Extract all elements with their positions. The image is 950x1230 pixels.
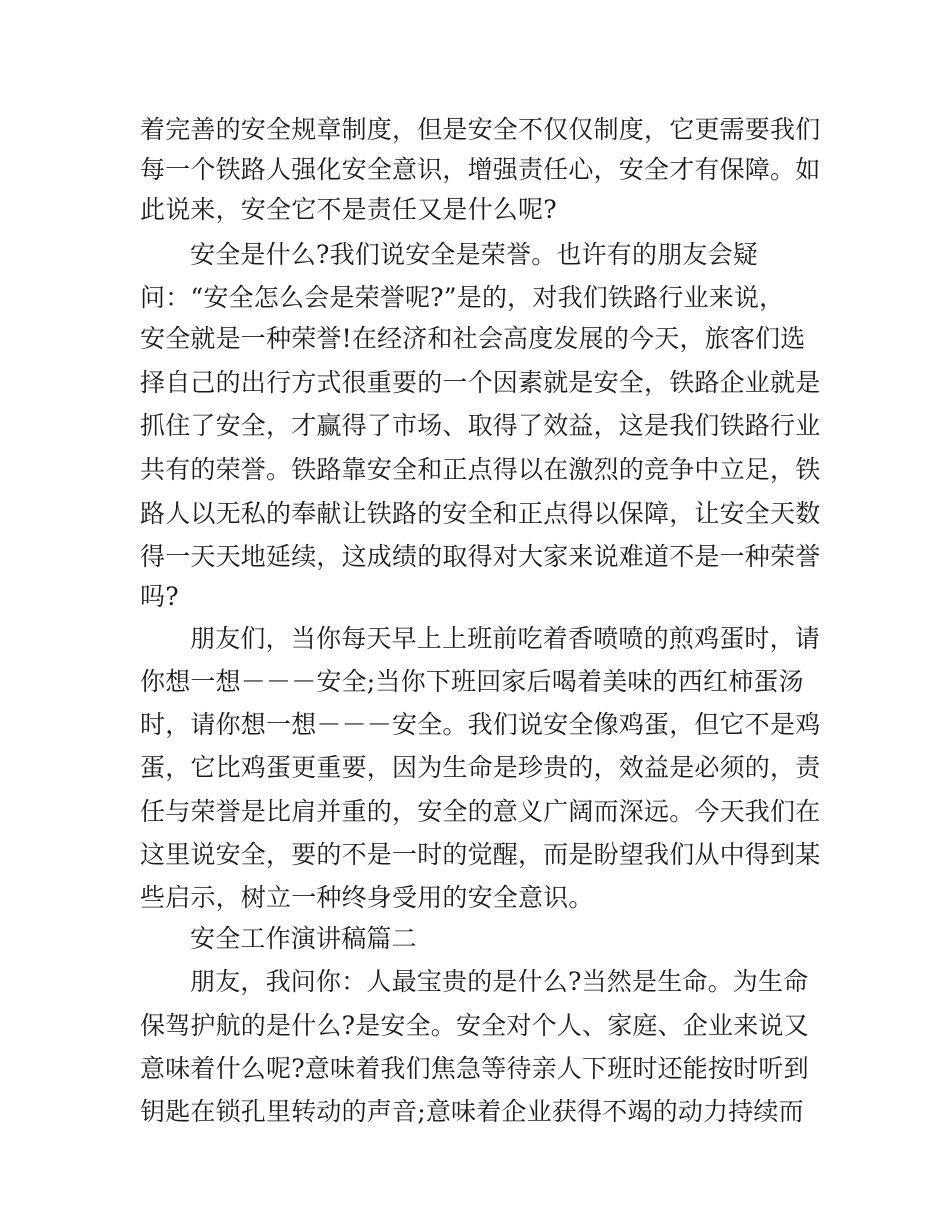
text-line: 共有的荣誉。铁路靠安全和正点得以在激烈的竞争中立足，铁 [140, 455, 821, 484]
text-line: 抓住了安全，才赢得了市场、取得了效益，这是我们铁路行业 [140, 411, 821, 440]
text-line: 蛋，它比鸡蛋更重要，因为生命是珍贵的，效益是必须的，责 [140, 753, 821, 782]
text-line: 此说来，安全它不是责任又是什么呢? [140, 195, 557, 224]
text-line: 任与荣誉是比肩并重的，安全的意义广阔而深远。今天我们在 [140, 797, 821, 826]
text-line: 得一天天地延续，这成绩的取得对大家来说难道不是一种荣誉 [140, 542, 821, 571]
text-line: 安全就是一种荣誉!在经济和社会高度发展的今天，旅客们选 [140, 324, 806, 353]
text-line: 每一个铁路人强化安全意识，增强责任心，安全才有保障。如 [140, 155, 821, 184]
text-line: 钥匙在锁孔里转动的声音;意味着企业获得不竭的动力持续而 [140, 1097, 804, 1126]
text-line: 这里说安全，要的不是一时的觉醒，而是盼望我们从中得到某 [140, 840, 821, 869]
text-line: 意味着什么呢?意味着我们焦急等待亲人下班时还能按时听到 [140, 1054, 809, 1083]
paragraph-start: 安全是什么?我们说安全是荣誉。也许有的朋友会疑 [190, 240, 759, 269]
text-line: 保驾护航的是什么?是安全。安全对个人、家庭、企业来说又 [140, 1011, 809, 1040]
text-line: 吗? [140, 582, 179, 611]
text-line: 你想一想－－－安全;当你下班回家后喝着美味的西红柿蛋汤 [140, 667, 804, 696]
paragraph-start: 朋友们，当你每天早上上班前吃着香喷喷的煎鸡蛋时，请 [190, 624, 821, 653]
text-line: 时，请你想一想－－－安全。我们说安全像鸡蛋，但它不是鸡 [140, 710, 821, 739]
section-heading: 安全工作演讲稿篇二 [190, 924, 417, 953]
text-line: 择自己的出行方式很重要的一个因素就是安全，铁路企业就是 [140, 368, 821, 397]
paragraph-start: 朋友，我问你：人最宝贵的是什么?当然是生命。为生命 [190, 967, 809, 996]
text-line: 问：“安全怎么会是荣誉呢?”是的，对我们铁路行业来说， [140, 283, 785, 312]
text-line: 些启示，树立一种终身受用的安全意识。 [140, 883, 594, 912]
text-line: 路人以无私的奉献让铁路的安全和正点得以保障，让安全天数 [140, 499, 821, 528]
text-line: 着完善的安全规章制度，但是安全不仅仅制度，它更需要我们 [140, 115, 821, 144]
